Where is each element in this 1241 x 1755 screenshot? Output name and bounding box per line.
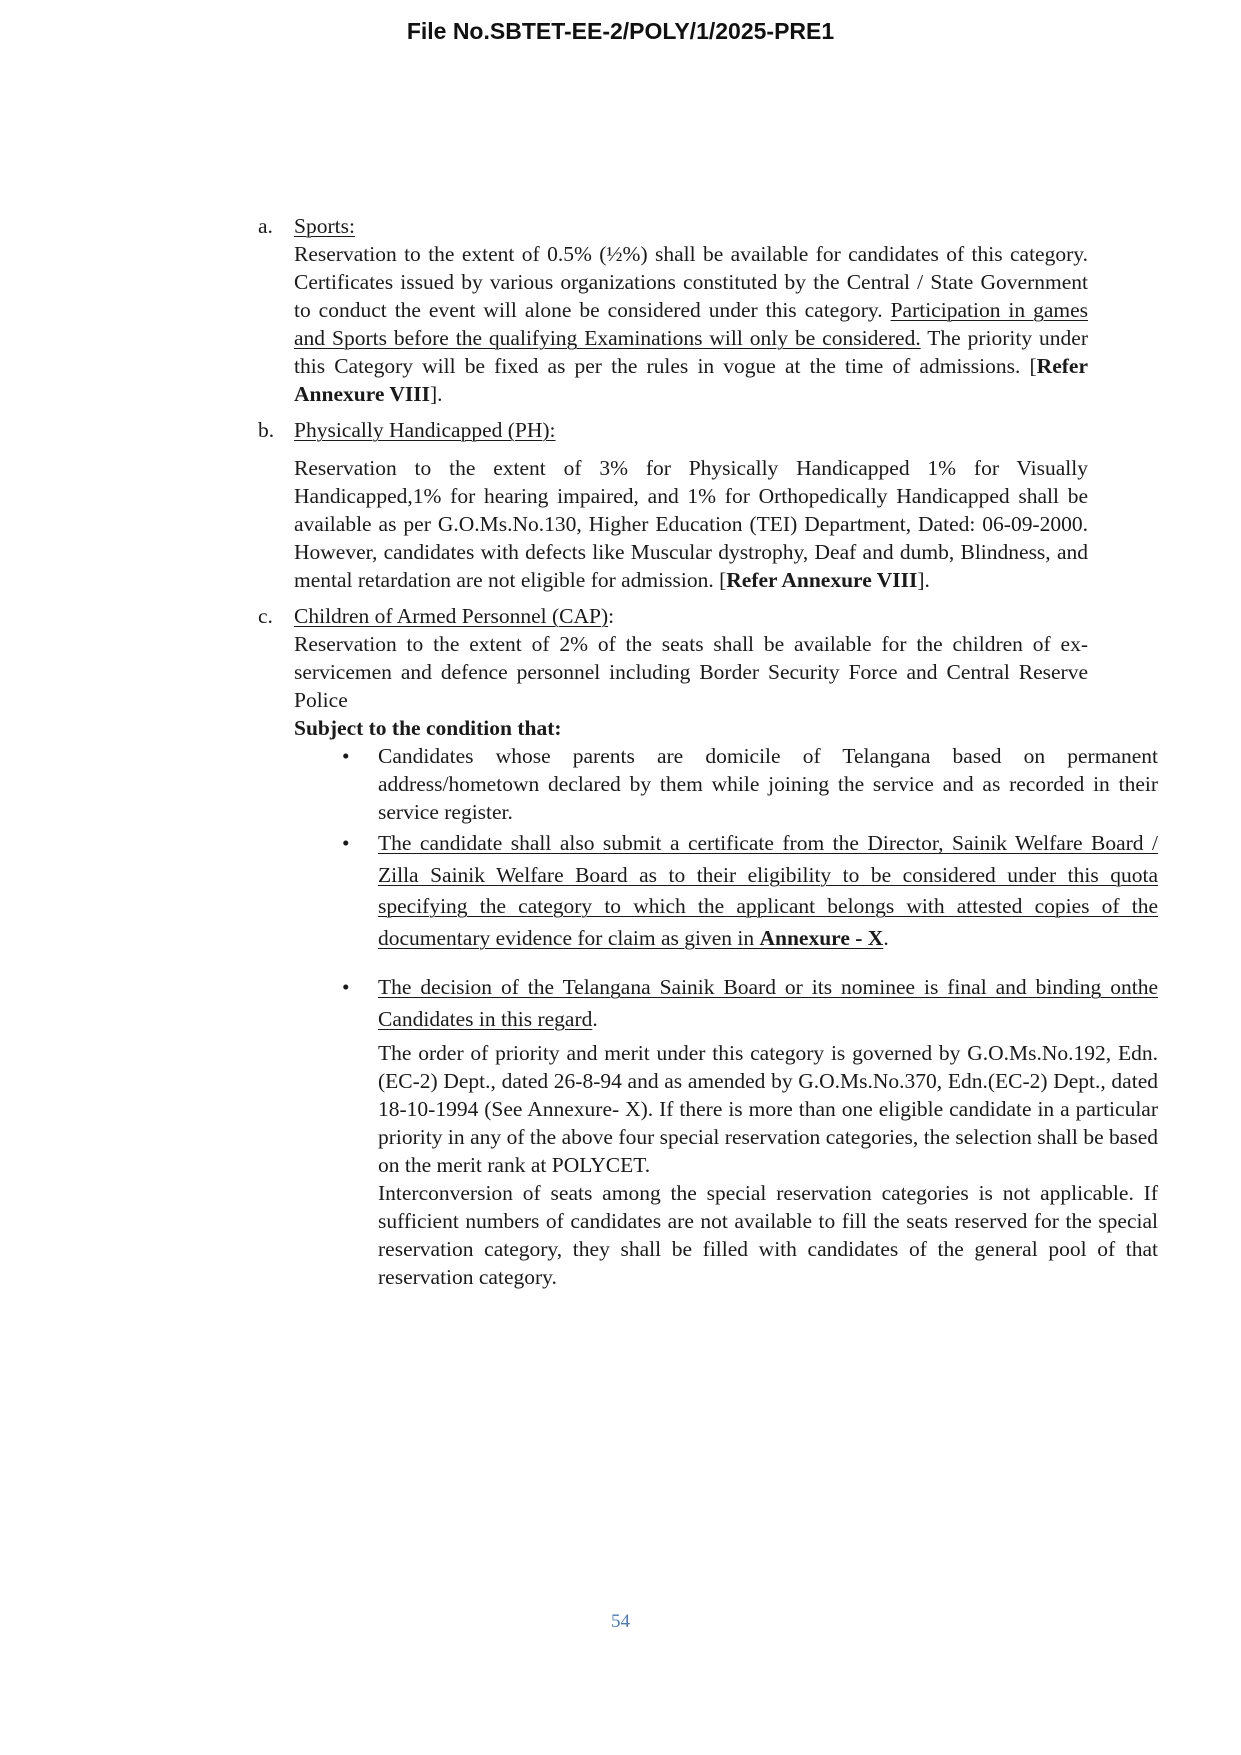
annexure-reference: Refer Annexure VIII <box>294 354 1088 406</box>
interconversion-paragraph: Interconversion of seats among the special reservation categories is not applicable. If sufficient numbers of candidates are not available to fill the seats reserved for the special reservation category, they shall be filled with candidates of the general pool of that reservation category. <box>378 1181 1158 1289</box>
section-physically-handicapped <box>258 416 1088 594</box>
heading-suffix: : <box>608 604 615 628</box>
section-marker: a. <box>258 214 273 238</box>
condition-list <box>342 742 1158 1291</box>
section-heading: Sports: <box>294 214 355 238</box>
document-body <box>258 212 1158 1291</box>
paragraph-text: The priority under this Category will be fixed as per the rules in vogue at the time of admissions. [ <box>294 326 1088 378</box>
condition-heading: Subject to the condition that: <box>294 716 562 740</box>
bullet-icon: • <box>342 831 350 855</box>
section-paragraph: Reservation to the extent of 2% of the seats shall be available for the children of ex-servicemen and defence personnel including Border Security Force and Central Reserve Police <box>294 632 1088 712</box>
section-armed-personnel <box>258 602 1158 1291</box>
file-number-header: File No.SBTET-EE-2/POLY/1/2025-PRE1 <box>406 18 835 44</box>
annexure-reference: Annexure - X <box>759 925 884 950</box>
list-item <box>342 828 1158 954</box>
page-number: 54 <box>611 1611 630 1632</box>
paragraph-text: ]. <box>917 568 930 592</box>
paragraph-text: Reservation to the extent of 0.5% (½%) shall be available for candidates of this category. Certificates issued by various organizations constituted by the Central / State Government to conduct the event will alone be considered under this category. <box>294 242 1088 322</box>
list-item-text: . <box>883 925 889 950</box>
underlined-text: The decision of the Telangana Sainik Board or its nominee is final and binding onthe Candidates in this regard <box>378 975 1158 1031</box>
underlined-text: Participation in games and Sports before the qualifying Examinations will only be considered. <box>294 298 1089 350</box>
paragraph-text: Reservation to the extent of 3% for Physically Handicapped 1% for Visually Handicapped,1% for hearing impaired, and 1% for Orthopedically Handicapped shall be available as per G.O.Ms.No.130, Higher Education (TEI) Department, Dated: 06-09-2000. However, candidates with defects like Muscular dystrophy, Deaf and dumb, Blindness, and mental retardation are not eligible for admission. [ <box>294 456 1088 592</box>
section-marker: b. <box>258 418 275 442</box>
section-paragraph <box>294 240 1088 408</box>
priority-paragraph: The order of priority and merit under this category is governed by G.O.Ms.No.192, Edn.(EC-2) Dept., dated 26-8-94 and as amended by G.O.Ms.No.370, Edn.(EC-2) Dept., dated 18-10-1994 (See Annexure- X). If there is more than one eligible candidate in a particular priority in any of the above four special reservation categories, the selection shall be based on the merit rank at POLYCET. <box>378 1041 1158 1177</box>
paragraph-text: ]. <box>430 382 443 406</box>
underlined-text: The candidate shall also submit a certificate from the Director, Sainik Welfare Board / Zilla Sainik Welfare Board as to their eligibility to be considered under this quota specifying the category to which the applicant belongs with attested copies of the documentary evidence for claim as given in <box>378 831 1158 950</box>
section-marker: c. <box>258 604 273 628</box>
section-sports <box>258 212 1088 408</box>
list-item <box>342 972 1158 1035</box>
annexure-reference: Refer Annexure VIII <box>726 568 918 592</box>
bullet-icon: • <box>342 744 350 768</box>
list-item-text: Candidates whose parents are domicile of Telangana based on permanent address/hometown declared by them while joining the service and as recorded in their service register. <box>378 744 1158 824</box>
list-item-text: . <box>592 1006 598 1031</box>
section-heading: Physically Handicapped (PH): <box>294 418 556 442</box>
bullet-icon: • <box>342 975 350 999</box>
section-paragraph <box>294 454 1088 594</box>
list-item <box>342 742 1158 826</box>
section-heading: Children of Armed Personnel (CAP) <box>294 604 609 628</box>
